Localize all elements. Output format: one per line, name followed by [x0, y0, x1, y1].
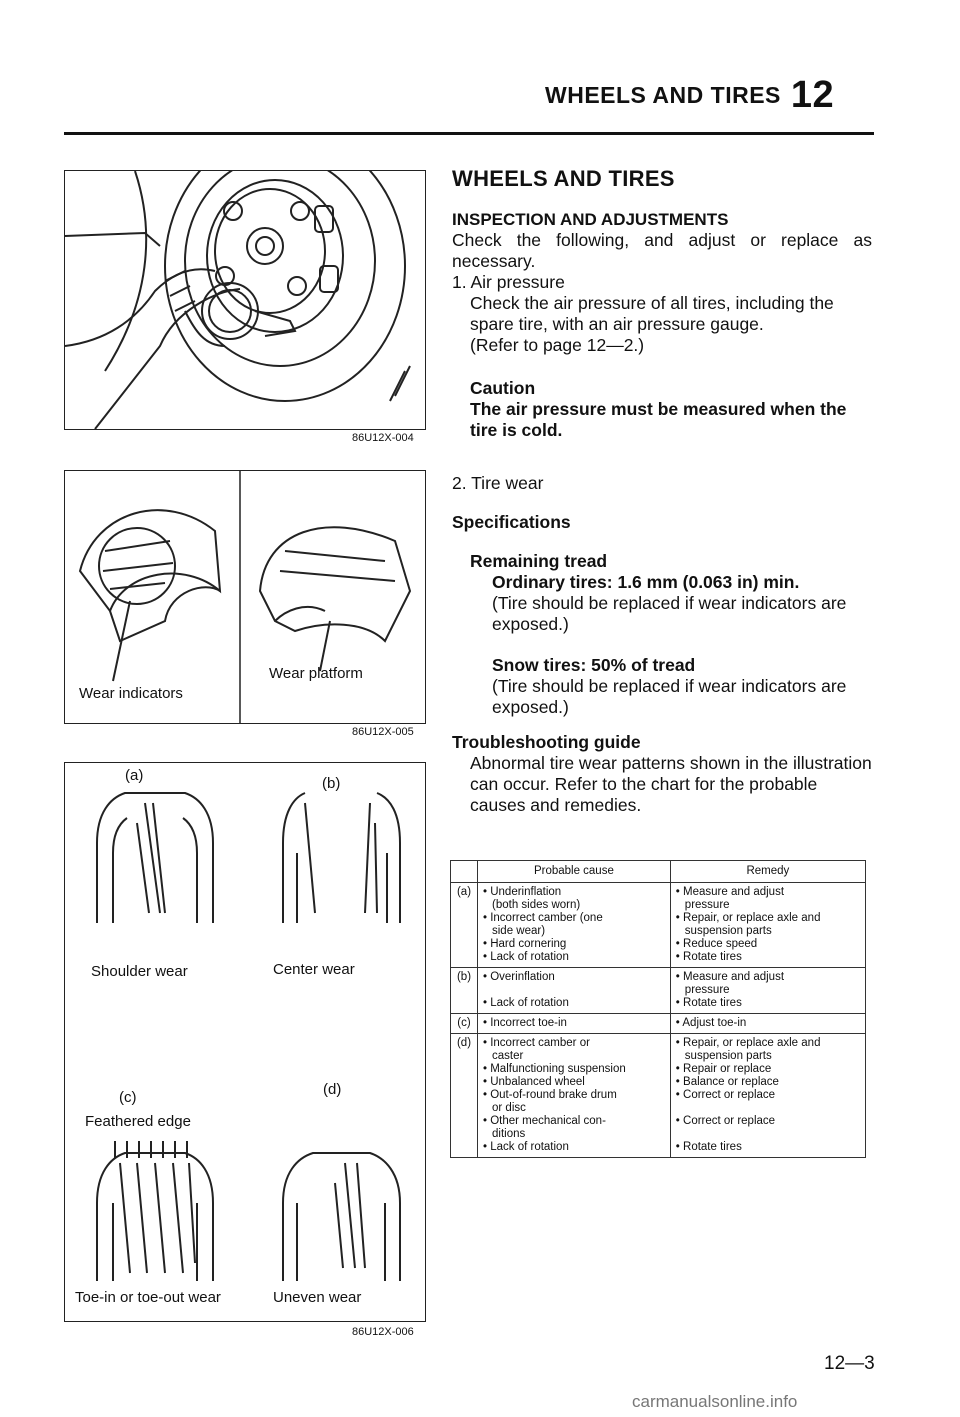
section-title: WHEELS AND TIRES: [452, 166, 675, 191]
pressure-gauge-illustration: [65, 171, 425, 429]
section-number: 12: [790, 74, 835, 116]
label-shoulder-wear: Shoulder wear: [91, 963, 188, 980]
caution-title: Caution: [470, 378, 536, 398]
page-number: 12—3: [824, 1353, 875, 1374]
cause-line: • Out-of-round brake drum: [483, 1089, 617, 1101]
table-row: [451, 968, 866, 1014]
remedy-line: • Correct or replace: [675, 1115, 776, 1127]
remedy-line: • Rotate tires: [675, 1141, 742, 1153]
page-header: [545, 74, 834, 117]
cause-line: caster: [492, 1050, 524, 1062]
remaining-tread-title: Remaining tread: [470, 551, 608, 571]
remedy-line: • Measure and adjust: [675, 971, 785, 983]
subsection-title: INSPECTION AND ADJUSTMENTS: [452, 210, 729, 229]
troubleshooting-text: Abnormal tire wear patterns shown in the illustration can occur. Refer to the chart for the probable causes and remedies.: [470, 753, 872, 815]
figure-code: 86U12X-005: [352, 726, 414, 738]
ordinary-tires-note: (Tire should be replaced if wear indicators are exposed.): [492, 593, 847, 634]
row-cause: [478, 968, 671, 1014]
cause-line: • Incorrect camber or: [483, 1037, 590, 1049]
label-center-wear: Center wear: [273, 961, 355, 978]
row-remedy: [670, 968, 865, 1014]
cause-line: • Lack of rotation: [483, 951, 569, 963]
row-remedy: [670, 1014, 865, 1034]
remedy-spacer: [676, 1102, 860, 1115]
row-key: (d): [451, 1034, 478, 1158]
cause-line: • Incorrect camber (one: [483, 912, 603, 924]
cause-line: • Lack of rotation: [483, 1141, 569, 1153]
figure-wear-patterns: [64, 762, 426, 1322]
remedy-spacer: [676, 1128, 860, 1141]
remedy-line: • Adjust toe-in: [675, 1017, 747, 1029]
remedy-line: • Rotate tires: [675, 951, 742, 963]
remedy-line: • Repair, or replace axle and: [675, 1037, 821, 1049]
specifications-title: Specifications: [452, 512, 571, 532]
remedy-line: • Measure and adjust: [675, 886, 785, 898]
table-header-remedy: Remedy: [670, 861, 865, 883]
cause-line: • Unbalanced wheel: [483, 1076, 585, 1088]
item-air-pressure: 1. Air pressure: [452, 272, 565, 292]
remedy-line: suspension parts: [684, 925, 772, 937]
snow-tires-spec: Snow tires: 50% of tread: [492, 655, 696, 675]
snow-tires-note: (Tire should be replaced if wear indicators are exposed.): [492, 676, 847, 717]
row-key: (b): [451, 968, 478, 1014]
cause-line: ditions: [492, 1128, 526, 1140]
text-column: [452, 168, 872, 816]
label-feathered-edge: Feathered edge: [85, 1113, 191, 1130]
cause-line: or disc: [492, 1102, 526, 1114]
header-title: WHEELS AND TIRES: [545, 82, 781, 108]
cause-line: side wear): [492, 925, 546, 937]
row-cause: [478, 1034, 671, 1158]
label-toe-in-wear: Toe-in or toe-out wear: [75, 1289, 221, 1306]
cause-line: • Lack of rotation: [483, 997, 569, 1009]
cause-line: • Underinflation: [483, 886, 562, 898]
cause-line: • Overinflation: [483, 971, 555, 983]
caution-text: The air pressure must be measured when the tire is cold.: [470, 399, 847, 440]
air-pressure-ref: (Refer to page 12—2.): [470, 335, 645, 355]
remedy-line: • Repair, or replace axle and: [675, 912, 821, 924]
row-remedy: [670, 883, 865, 968]
label-c: (c): [119, 1089, 137, 1106]
table-row: [451, 1034, 866, 1158]
row-key: (a): [451, 883, 478, 968]
troubleshooting-table: [450, 860, 866, 1158]
cause-line: • Other mechanical con-: [483, 1115, 606, 1127]
table-row: [451, 1014, 866, 1034]
cause-line: • Incorrect toe-in: [483, 1017, 567, 1029]
cause-line: • Hard cornering: [483, 938, 567, 950]
remedy-line: • Correct or replace: [675, 1089, 776, 1101]
table-header-row: [451, 861, 866, 883]
remedy-line: • Rotate tires: [675, 997, 742, 1009]
cause-line: (both sides worn): [492, 899, 581, 911]
table-header-key: [451, 861, 478, 883]
row-key: (c): [451, 1014, 478, 1034]
item-tire-wear: 2. Tire wear: [452, 473, 544, 493]
cause-line: • Malfunctioning suspension: [483, 1063, 626, 1075]
label-wear-indicators: Wear indicators: [79, 685, 183, 702]
figure-pressure-gauge: [64, 170, 426, 430]
row-remedy: [670, 1034, 865, 1158]
figure-code: 86U12X-004: [352, 432, 414, 444]
cause-spacer: [483, 984, 665, 997]
remedy-line: pressure: [684, 984, 730, 996]
label-d: (d): [323, 1081, 342, 1098]
table-header-cause: Probable cause: [478, 861, 671, 883]
air-pressure-text: Check the air pressure of all tires, including the spare tire, with an air pressure gauge.: [470, 293, 834, 334]
figure-code: 86U12X-006: [352, 1326, 414, 1338]
label-b: (b): [322, 775, 341, 792]
label-wear-platform: Wear platform: [269, 665, 363, 682]
label-a: (a): [125, 767, 144, 784]
ordinary-tires-spec: Ordinary tires: 1.6 mm (0.063 in) min.: [492, 572, 800, 592]
table-row: [451, 883, 866, 968]
watermark: carmanualsonline.info: [632, 1392, 798, 1411]
label-uneven-wear: Uneven wear: [273, 1289, 362, 1306]
header-rule: [64, 132, 874, 135]
row-cause: [478, 1014, 671, 1034]
wear-patterns-illustration: [65, 763, 425, 1321]
figure-wear-indicators: [64, 470, 426, 724]
remedy-line: • Balance or replace: [675, 1076, 779, 1088]
remedy-line: • Repair or replace: [675, 1063, 772, 1075]
row-cause: [478, 883, 671, 968]
troubleshooting-title: Troubleshooting guide: [452, 732, 641, 752]
remedy-line: suspension parts: [684, 1050, 772, 1062]
remedy-line: pressure: [684, 899, 730, 911]
remedy-line: • Reduce speed: [675, 938, 758, 950]
intro-text: Check the following, and adjust or replace as necessary.: [452, 230, 872, 271]
